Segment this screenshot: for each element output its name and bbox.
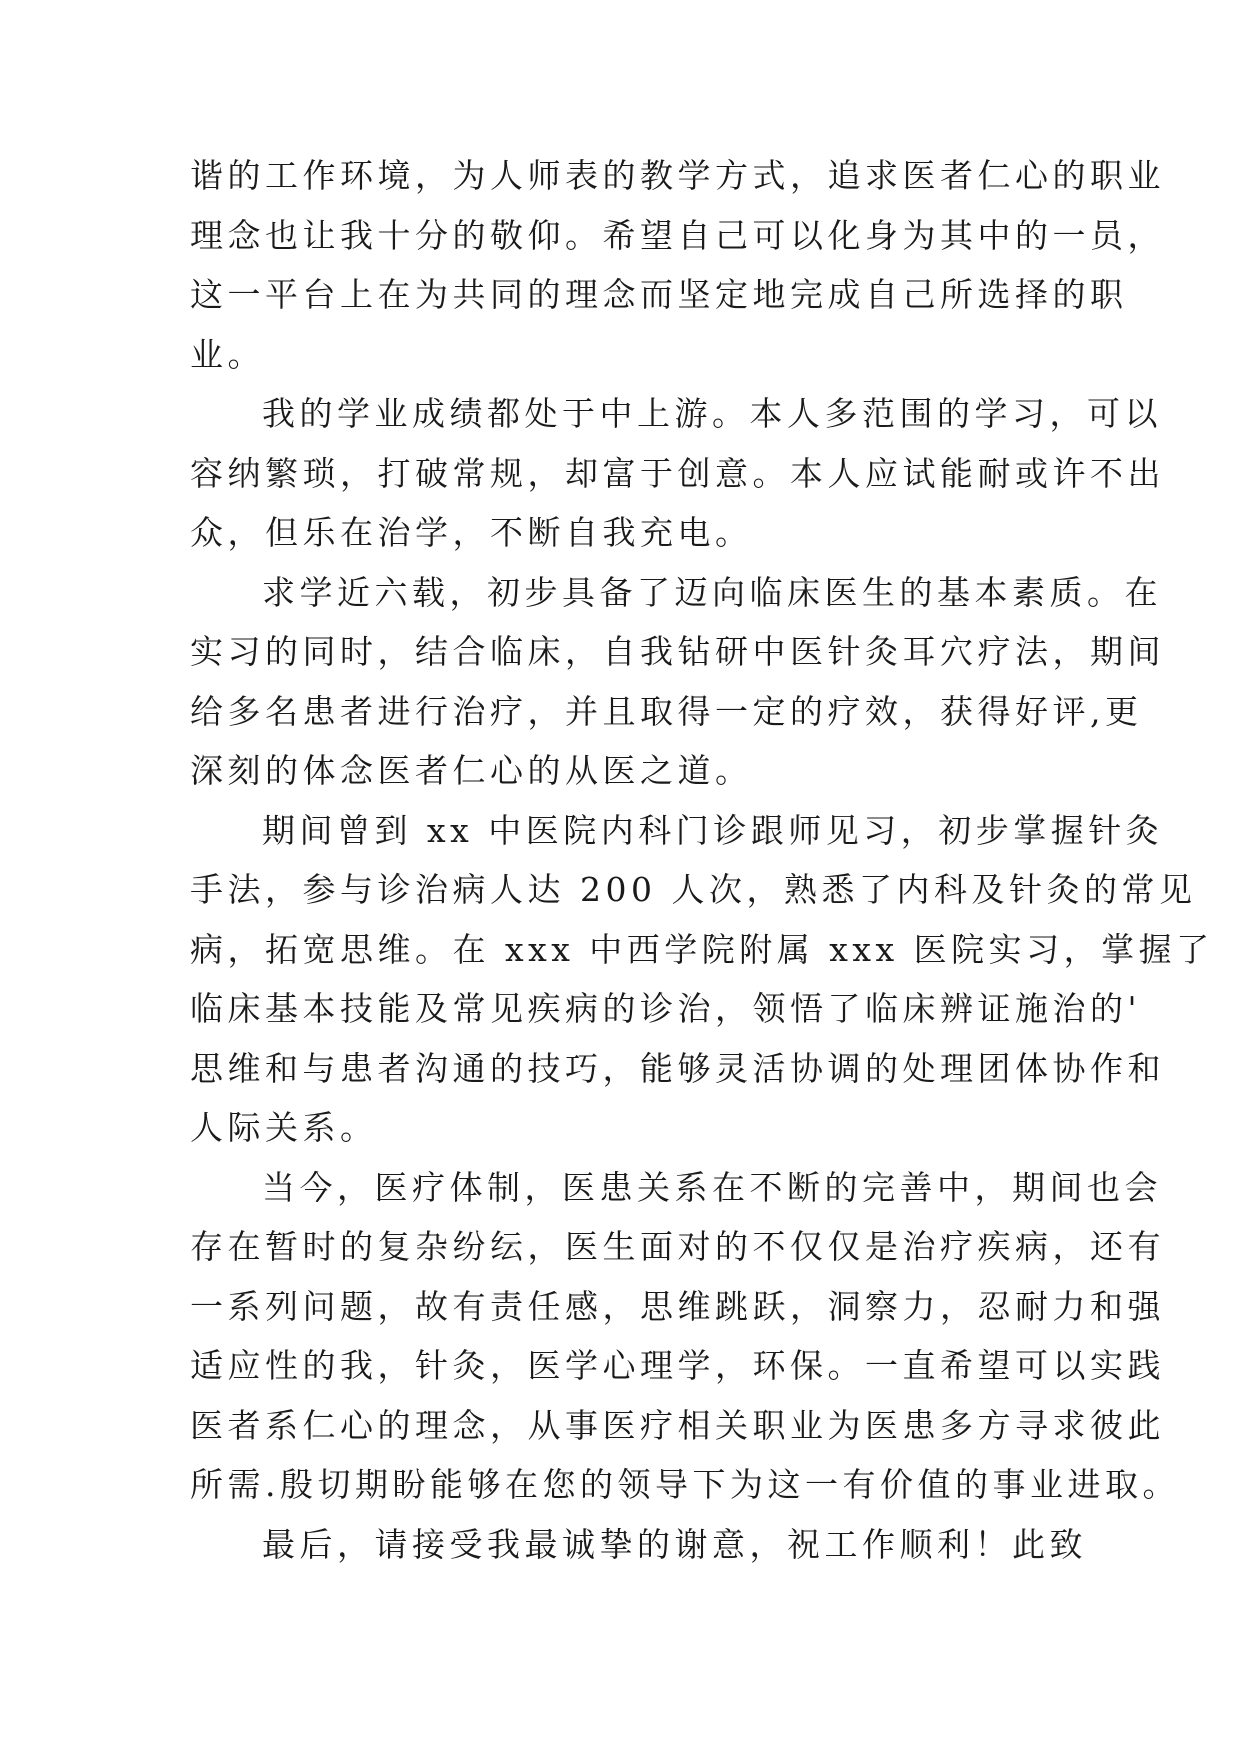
text-line: 所需.殷切期盼能够在您的领导下为这一有价值的事业进取。 xyxy=(190,1465,1180,1504)
text-line: 众，但乐在治学，不断自我充电。 xyxy=(190,513,753,552)
text-line: 手法，参与诊治病人达 200 人次，熟悉了内科及针灸的常见 xyxy=(190,870,1197,909)
text-line: 医者系仁心的理念，从事医疗相关职业为医患多方寻求彼此 xyxy=(190,1405,1165,1445)
text-line: 人际关系。 xyxy=(190,1108,378,1147)
text-line: 给多名患者进行治疗，并且取得一定的疗效，获得好评,更 xyxy=(190,691,1143,731)
text-line: 适应性的我，针灸，医学心理学，环保。一直希望可以实践 xyxy=(190,1346,1165,1385)
text-line: 思维和与患者沟通的技巧，能够灵活协调的处理团体协作和 xyxy=(190,1048,1165,1088)
text-line: 深刻的体念医者仁心的从医之道。 xyxy=(190,751,753,790)
text-line: 谐的工作环境，为人师表的教学方式，追求医者仁心的职业 xyxy=(190,156,1165,195)
text-line: 一系列问题，故有责任感，思维跳跃，洞察力，忍耐力和强 xyxy=(190,1286,1165,1326)
text-line: 存在暂时的复杂纷纭，医生面对的不仅仅是治疗疾病，还有 xyxy=(190,1227,1165,1266)
letter-body xyxy=(190,146,1214,1574)
paragraph-first-line: 我的学业成绩都处于中上游。本人多范围的学习，可以 xyxy=(262,394,1162,433)
text-line: 这一平台上在为共同的理念而坚定地完成自己所选择的职 xyxy=(190,275,1128,314)
paragraph-first-line: 当今，医疗体制，医患关系在不断的完善中，期间也会 xyxy=(262,1167,1162,1207)
text-line: 理念也让我十分的敬仰。希望自己可以化身为其中的一员， xyxy=(190,215,1165,255)
paragraph-first-line: 求学近六载，初步具备了迈向临床医生的基本素质。在 xyxy=(262,572,1162,612)
paragraph-first-line: 最后，请接受我最诚挚的谢意，祝工作顺利！此致 xyxy=(262,1524,1087,1564)
text-line: 临床基本技能及常见疾病的诊治，领悟了临床辨证施治的' xyxy=(190,989,1142,1028)
text-line: 病，拓宽思维。在 xxx 中西学院附属 xxx 医院实习，掌握了 xyxy=(190,929,1214,969)
paragraph-first-line: 期间曾到 xx 中医院内科门诊跟师见习，初步掌握针灸 xyxy=(262,810,1164,850)
text-line: 业。 xyxy=(190,334,265,374)
text-line: 实习的同时，结合临床，自我钻研中医针灸耳穴疗法，期间 xyxy=(190,632,1165,671)
text-line: 容纳繁琐，打破常规，却富于创意。本人应试能耐或许不出 xyxy=(190,453,1165,493)
